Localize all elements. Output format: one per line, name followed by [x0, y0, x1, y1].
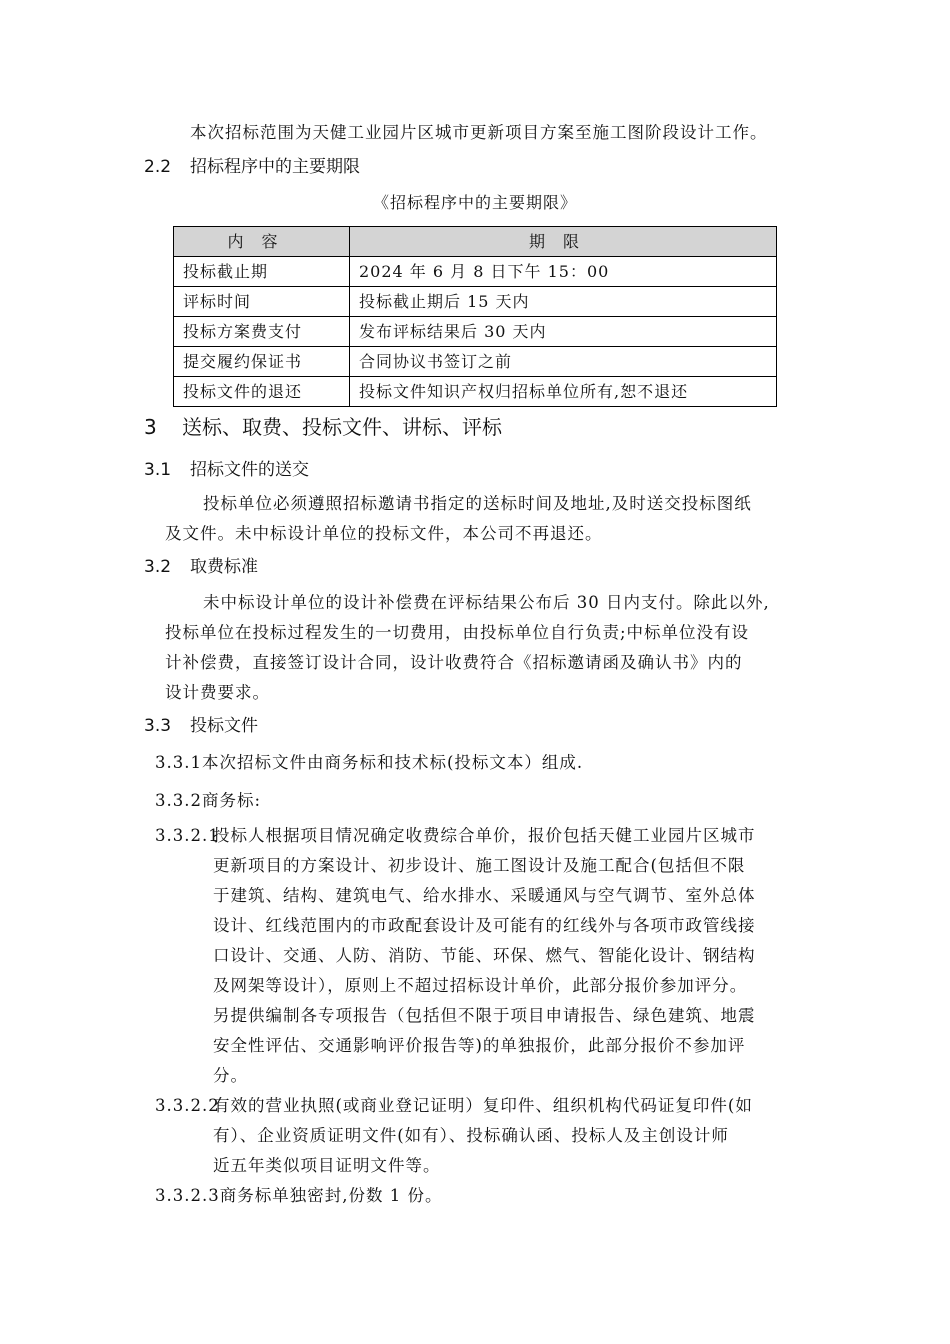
item-number: 3.3.2.3 [155, 1186, 220, 1205]
paragraph-line: 投标单位必须遵照招标邀请书指定的送标时间及地址,及时送交投标图纸 [203, 494, 752, 513]
paragraph-line: 口设计、交通、人防、消防、节能、环保、燃气、智能化设计、钢结构 [213, 946, 756, 965]
scope-paragraph: 本次招标范围为天健工业园片区城市更新项目方案至施工图阶段设计工作。 [190, 123, 768, 142]
heading-number: 2.2 [144, 157, 172, 177]
paragraph-line: 有）、企业资质证明文件(如有）、投标确认函、投标人及主创设计师 [213, 1126, 729, 1145]
row-deadline: 投标截止期后 15 天内 [350, 287, 777, 317]
row-item: 提交履约保证书 [174, 347, 350, 377]
row-deadline: 2024 年 6 月 8 日下午 15：00 [350, 257, 777, 287]
row-item: 投标文件的退还 [174, 377, 350, 407]
heading-number: 3.2 [144, 557, 172, 577]
item-3-3-2-3 [155, 1185, 442, 1207]
paragraph-line: 计补偿费，直接签订设计合同，设计收费符合《招标邀请函及确认书》内的 [165, 653, 743, 672]
paragraph-line: 及网架等设计），原则上不超过招标设计单价，此部分报价参加评分。 [213, 976, 748, 995]
row-item: 投标截止期 [174, 257, 350, 287]
header-content: 内容 [174, 227, 350, 257]
heading-title: 投标文件 [190, 716, 258, 736]
paragraph-line: 有效的营业执照(或商业登记证明）复印件、组织机构代码证复印件(如 [213, 1096, 753, 1115]
row-deadline: 投标文件知识产权归招标单位所有,恕不退还 [350, 377, 777, 407]
table-row [174, 257, 777, 287]
paragraph-line: 投标人根据项目情况确定收费综合单价，报价包括天健工业园片区城市 [213, 826, 756, 845]
header-deadline: 期限 [350, 227, 777, 257]
paragraph-line: 于建筑、结构、建筑电气、给水排水、采暖通风与空气调节、室外总体 [213, 886, 756, 905]
deadlines-table [173, 226, 777, 407]
paragraph-line: 另提供编制各专项报告（包括但不限于项目申请报告、绿色建筑、地震 [213, 1006, 756, 1025]
item-3-3-2 [155, 790, 261, 812]
row-item: 投标方案费支付 [174, 317, 350, 347]
heading-number: 3.3 [144, 716, 172, 736]
item-text: 商务标单独密封,份数 1 份。 [219, 1186, 443, 1205]
row-deadline: 发布评标结果后 30 天内 [350, 317, 777, 347]
item-text: 本次招标文件由商务标和技术标(投标文本）组成. [201, 753, 584, 772]
heading-3-3 [144, 714, 258, 738]
paragraph-line: 分。 [213, 1066, 248, 1085]
paragraph-line: 更新项目的方案设计、初步设计、施工图设计及施工配合(包括但不限 [213, 856, 746, 875]
item-text: 商务标: [201, 791, 262, 810]
heading-title: 招标文件的送交 [190, 460, 309, 480]
item-3-3-2-1-number: 3.3.2.1 [155, 826, 220, 845]
item-3-3-1 [155, 752, 583, 774]
heading-2-2 [144, 155, 360, 179]
heading-3-2 [144, 555, 258, 579]
table-header-row [174, 227, 777, 257]
heading-3 [144, 413, 502, 441]
heading-title: 招标程序中的主要期限 [190, 157, 360, 177]
table-row [174, 347, 777, 377]
row-item: 评标时间 [174, 287, 350, 317]
paragraph-line: 近五年类似项目证明文件等。 [213, 1156, 441, 1175]
heading-title: 取费标准 [190, 557, 258, 577]
table-row [174, 377, 777, 407]
row-deadline: 合同协议书签订之前 [350, 347, 777, 377]
paragraph-line: 安全性评估、交通影响评价报告等)的单独报价，此部分报价不参加评 [213, 1036, 746, 1055]
paragraph-line: 设计、红线范围内的市政配套设计及可能有的红线外与各项市政管线接 [213, 916, 756, 935]
table-row [174, 317, 777, 347]
table-row [174, 287, 777, 317]
item-3-3-2-2-number: 3.3.2.2 [155, 1096, 220, 1115]
paragraph-line: 未中标设计单位的设计补偿费在评标结果公布后 30 日内支付。除此以外, [203, 593, 770, 612]
item-number: 3.3.2 [155, 791, 202, 810]
paragraph-line: 设计费要求。 [165, 683, 270, 702]
paragraph-line: 投标单位在投标过程发生的一切费用，由投标单位自行负责;中标单位没有设 [165, 623, 750, 642]
heading-number: 3.1 [144, 460, 172, 480]
heading-number: 3 [144, 415, 157, 439]
heading-title: 送标、取费、投标文件、讲标、评标 [182, 415, 502, 439]
table-caption: 《招标程序中的主要期限》 [372, 193, 577, 212]
item-number: 3.3.1 [155, 753, 202, 772]
paragraph-line: 及文件。未中标设计单位的投标文件，本公司不再退还。 [165, 524, 603, 543]
heading-3-1 [144, 458, 309, 482]
